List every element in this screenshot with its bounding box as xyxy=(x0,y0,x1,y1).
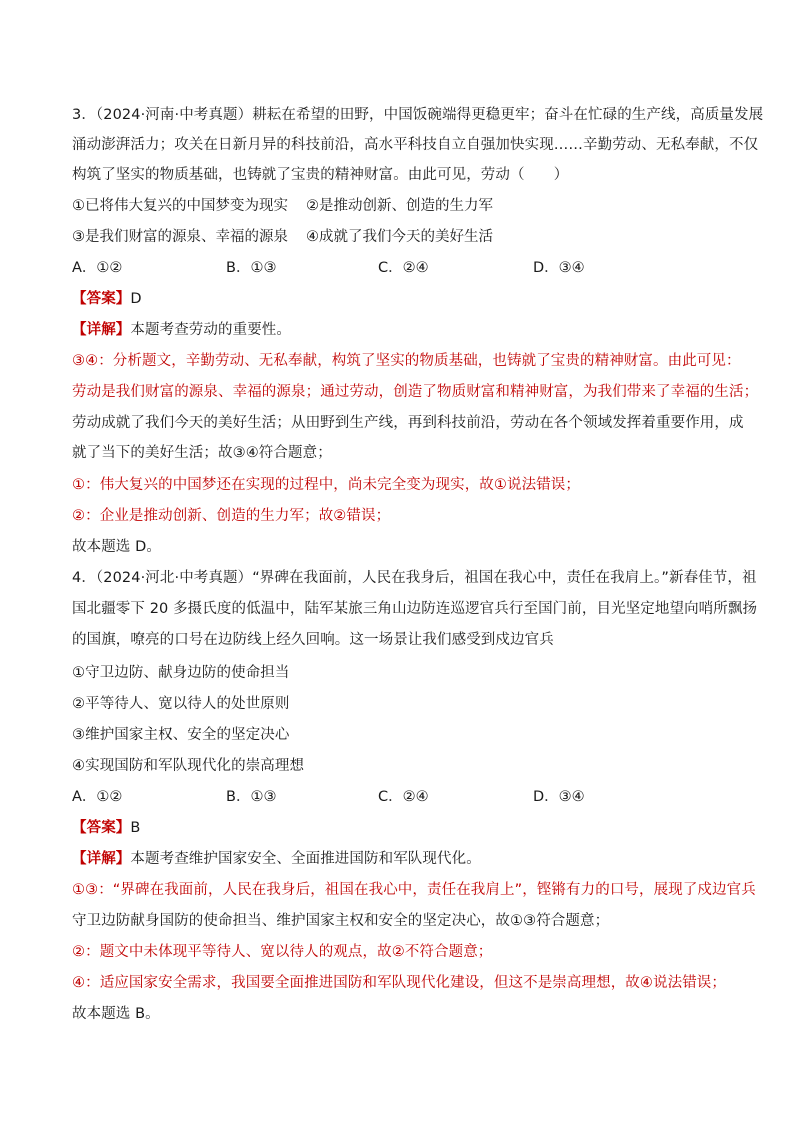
q3-items-row-1 xyxy=(72,195,493,217)
q3-answer-value: D xyxy=(130,291,142,307)
q3-stem-line-2: 涌动澎湃活力；攻关在日新月异的科技前沿，高水平科技自立自强加快实现……辛勤劳动、无私奉献，不仅 xyxy=(72,137,759,153)
q4-item-4: ④实现国防和军队现代化的崇高理想 xyxy=(72,758,305,774)
q4-explanation-line-4: ④：适应国家安全需求，我国要全面推进国防和军队现代化建设，但这不是崇高理想，故④说法错误； xyxy=(72,975,726,991)
q4-stem-line-2: 国北疆零下 20 多摄氏度的低温中，陆军某旅三角山边防连巡逻官兵行至国门前，目光坚定地望向哨所飘扬 xyxy=(72,601,758,617)
q3-detail-intro: 本题考查劳动的重要性。 xyxy=(130,322,292,338)
q4-detail xyxy=(72,848,481,870)
q3-item-4: ④成就了我们今天的美好生活 xyxy=(306,229,493,245)
q3-item-3: ③是我们财富的源泉、幸福的源泉 xyxy=(72,229,288,245)
q3-stem-line-1: 3．（2024·河南·中考真题）耕耘在希望的田野，中国饭碗端得更稳更牢；奋斗在忙碌的生产线，高质量发展 xyxy=(72,107,764,123)
q3-option-c: C．②④ xyxy=(378,260,429,276)
q3-stem-line-3: 构筑了坚实的物质基础，也铸就了宝贵的精神财富。由此可见，劳动（ ） xyxy=(72,167,569,183)
q3-detail xyxy=(72,319,291,341)
q3-option-b: B．①③ xyxy=(226,260,277,276)
q3-conclusion: 故本题选 D。 xyxy=(72,539,161,555)
q3-answer-label: 【答案】 xyxy=(72,291,131,307)
q3-option-d: D．③④ xyxy=(533,260,585,276)
q3-answer xyxy=(72,288,142,310)
q4-option-a: A．①② xyxy=(72,789,123,805)
q3-explanation-line-6: ②：企业是推动创新、创造的生力军；故②错误； xyxy=(72,508,391,524)
q4-explanation-line-1: ①③：“界碑在我面前，人民在我身后，祖国在我心中，责任在我肩上”，铿锵有力的口号，展现了戍边官兵 xyxy=(72,882,756,898)
q3-explanation-line-5: ①：伟大复兴的中国梦还在实现的过程中，尚未完全变为现实，故①说法错误； xyxy=(72,477,580,493)
q4-detail-intro: 本题考查维护国家安全、全面推进国防和军队现代化。 xyxy=(130,851,481,867)
q4-explanation-line-3: ②：题文中未体现平等待人、宽以待人的观点，故②不符合题意； xyxy=(72,944,493,960)
q3-explanation-line-4: 就了当下的美好生活；故③④符合题意； xyxy=(72,445,332,461)
q4-detail-label: 【详解】 xyxy=(72,851,131,867)
q3-option-a: A．①② xyxy=(72,260,123,276)
q4-option-b: B．①③ xyxy=(226,789,277,805)
q4-conclusion: 故本题选 B。 xyxy=(72,1006,160,1022)
q3-item-2: ②是推动创新、创造的生力军 xyxy=(306,198,493,214)
q3-explanation-line-2: 劳动是我们财富的源泉、幸福的源泉；通过劳动，创造了物质财富和精神财富，为我们带来了幸福的生活； xyxy=(72,384,759,400)
q4-option-c: C．②④ xyxy=(378,789,429,805)
q4-item-2: ②平等待人、宽以待人的处世原则 xyxy=(72,696,290,712)
q3-detail-label: 【详解】 xyxy=(72,322,131,338)
q4-answer-label: 【答案】 xyxy=(72,820,131,836)
q4-stem-line-3: 的国旗，嘹亮的口号在边防线上经久回响。这一场景让我们感受到戍边官兵 xyxy=(72,632,554,648)
q4-explanation-line-2: 守卫边防献身国防的使命担当、维护国家主权和安全的坚定决心，故①③符合题意； xyxy=(72,913,610,929)
q4-answer xyxy=(72,817,140,839)
q3-item-1: ①已将伟大复兴的中国梦变为现实 xyxy=(72,198,288,214)
q3-explanation-line-1: ③④：分析题文，辛勤劳动、无私奉献，构筑了坚实的物质基础，也铸就了宝贵的精神财富。由此可见： xyxy=(72,353,741,369)
q4-answer-value: B xyxy=(130,820,141,836)
q4-stem-line-1: 4．（2024·河北·中考真题）“界碑在我面前，人民在我身后，祖国在我心中，责任在我肩上。”新春佳节，祖 xyxy=(72,570,757,586)
q3-explanation-line-3: 劳动成就了我们今天的美好生活；从田野到生产线，再到科技前沿，劳动在各个领域发挥着重要作用，成 xyxy=(72,415,744,431)
q4-item-1: ①守卫边防、献身边防的使命担当 xyxy=(72,665,290,681)
q4-option-d: D．③④ xyxy=(533,789,585,805)
q4-item-3: ③维护国家主权、安全的坚定决心 xyxy=(72,727,290,743)
q3-items-row-2 xyxy=(72,226,493,248)
